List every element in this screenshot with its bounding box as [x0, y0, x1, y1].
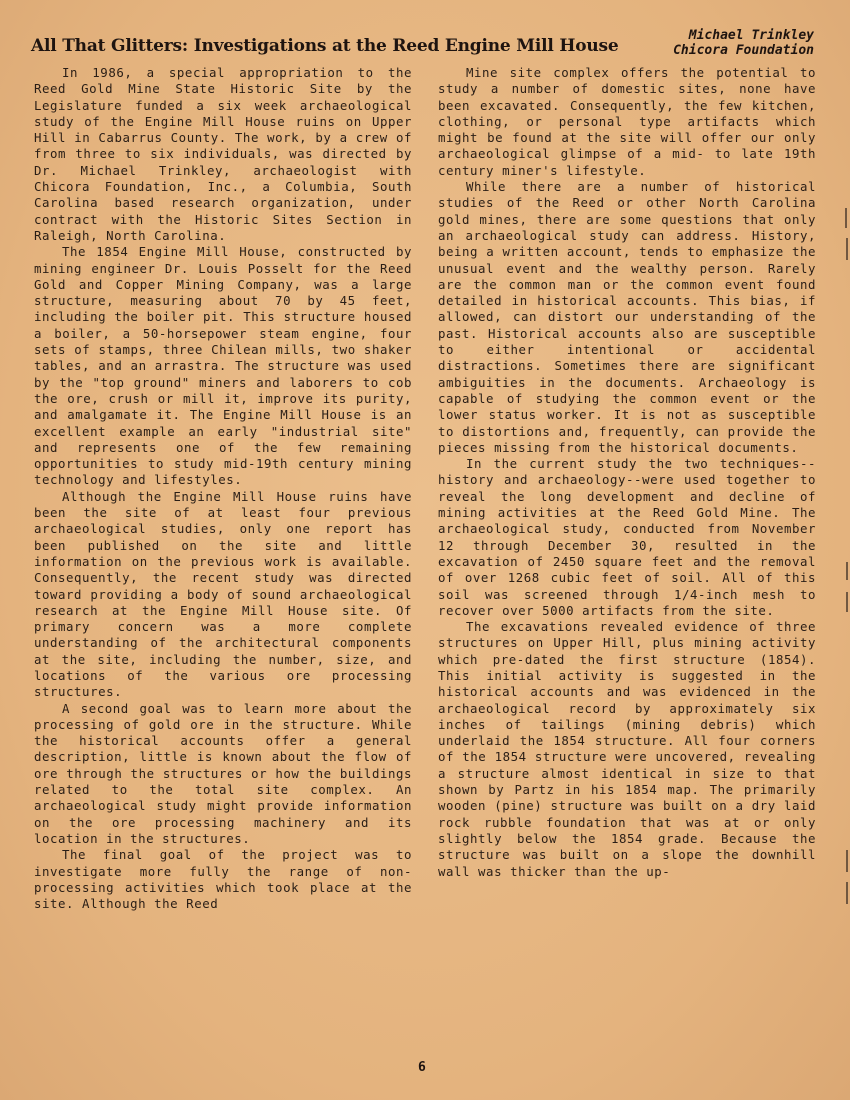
paragraph: The 1854 Engine Mill House, constructed by mining engineer Dr. Louis Posselt for the Reed Gold and Copper Mining Company, was a large structure, measuring about 70 by 45 feet, including the boiler pit. This structure housed a boiler, a 50-horsepower steam engine, four sets of stamps, three Chilean mills, two shaker tables, and an arrastra. The structure was used by the "top ground" miners and laborers to cob the ore, crush or mill it, improve its purity, and amalgamate it. The Engine Mill House is an excellent example an early "industrial site" and represents one of the few remaining opportunities to study mid-19th century mining technology and lifestyles.: [34, 244, 412, 488]
paragraph: Although the Engine Mill House ruins have been the site of at least four previous archaeological studies, only one report has been published on the site and little information on the previous work is available. Consequently, the recent study was directed toward providing a body of sound archaeological research at the Engine Mill House site. Of primary concern was a more complete understanding of the architectural components at the site, including the number, size, and locations of the various ore processing structures.: [34, 488, 412, 700]
margin-mark: [845, 208, 847, 228]
paragraph: A second goal was to learn more about the processing of gold ore in the structure. While the historical accounts offer a general description, little is known about the flow of ore through the structures or how the buildings related to the total site complex. An archaeological study might provide information on the ore processing machinery and its location in the structures.: [34, 700, 412, 846]
margin-mark: [846, 592, 848, 612]
margin-mark: [846, 238, 848, 260]
right-column: [438, 65, 816, 880]
page-number: 6: [418, 1060, 426, 1075]
margin-mark: [846, 850, 848, 872]
paragraph: In 1986, a special appropriation to the Reed Gold Mine State Historic Site by the Legislature funded a six week archaeological study of the Engine Mill House ruins on Upper Hill in Cabarrus County. The work, by a crew of from three to six individuals, was directed by Dr. Michael Trinkley, archaeologist with Chicora Foundation, Inc., a Columbia, South Carolina based research organization, under contract with the Historic Sites Section in Raleigh, North Carolina.: [34, 65, 412, 243]
byline: [673, 28, 814, 58]
paragraph: While there are a number of historical studies of the Reed or other North Carolina gold mines, there are some questions that only an archaeological study can address. History, being a written account, tends to emphasize the unusual event and the wealthy person. Rarely are the common man or the common event found detailed in historical accounts. This bias, if allowed, can distort our understanding of the past. Historical accounts also are susceptible to either intentional or accidental distractions. Sometimes there are significant ambiguities in the documents. Archaeology is capable of studying the common event or the lower status worker. It is not as susceptible to distortions and, frequently, can provide the pieces missing from the historical documents.: [438, 179, 816, 455]
left-column: [34, 65, 412, 912]
paragraph: The excavations revealed evidence of three structures on Upper Hill, plus mining activity which pre-dated the first structure (1854). This initial activity is suggested in the historical accounts and was evidenced in the archaeological record by approximately six inches of tailings (mining debris) which underlaid the 1854 structure. All four corners of the 1854 structure were uncovered, revealing a structure almost identical in size to that shown by Partz in his 1854 map. The primarily wooden (pine) structure was built on a dry laid rock rubble foundation that was at or only slightly below the 1854 grade. Because the structure was built on a slope the downhill wall was thicker than the up-: [438, 619, 816, 879]
author-organization: Chicora Foundation: [673, 43, 814, 58]
paragraph: Mine site complex offers the potential to study a number of domestic sites, none have been excavated. Consequently, the few kitchen, clothing, or personal type artifacts which might be found at the site will offer our only archaeological glimpse of a mid- to late 19th century miner's lifestyle.: [438, 65, 816, 178]
paragraph: In the current study the two techniques--history and archaeology--were used together to reveal the long development and decline of mining activities at the Reed Gold Mine. The archaeological study, conducted from November 12 through December 30, resulted in the excavation of 2450 square feet and the removal of over 1268 cubic feet of soil. All of this soil was screened through 1/4-inch mesh to recover over 5000 artifacts from the site.: [438, 456, 816, 618]
author-name: Michael Trinkley: [688, 28, 814, 43]
margin-mark: [846, 562, 848, 580]
margin-mark: [846, 882, 848, 904]
article-title: All That Glitters: Investigations at the Reed Engine Mill House: [31, 36, 619, 56]
paragraph: The final goal of the project was to investigate more fully the range of non-processing activities which took place at the site. Although the Reed: [34, 847, 412, 912]
